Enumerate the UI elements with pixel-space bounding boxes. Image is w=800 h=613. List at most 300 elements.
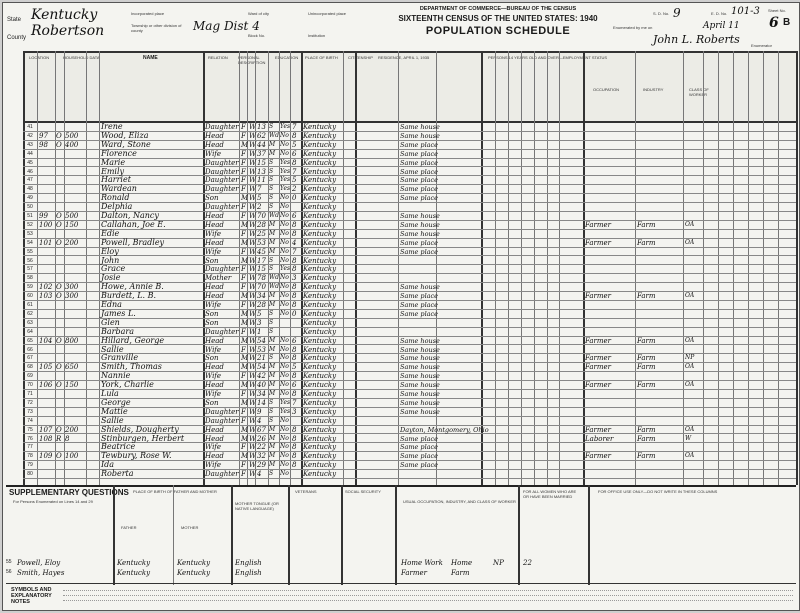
cell-residence: Same house bbox=[400, 372, 440, 381]
cell-name: Lula bbox=[101, 389, 119, 398]
footer-divider bbox=[6, 583, 796, 584]
cell-race: W bbox=[249, 381, 257, 390]
cell-owned: O bbox=[56, 140, 62, 149]
cell-name: Smith, Thomas bbox=[101, 362, 162, 372]
cell-name: Irene bbox=[101, 122, 123, 131]
supplementary-title: SUPPLEMENTARY QUESTIONS bbox=[9, 488, 129, 497]
cell-grade: 0 bbox=[292, 309, 297, 318]
cell-line: 52 bbox=[27, 221, 33, 228]
cell-age: 3 bbox=[257, 318, 262, 327]
cell-sex: F bbox=[241, 327, 246, 336]
supp-father-label: FATHER bbox=[121, 525, 137, 530]
supp-cell-name: Smith, Hayes bbox=[17, 569, 65, 577]
cell-school: No bbox=[280, 309, 289, 317]
table-row bbox=[3, 310, 799, 319]
cell-race: W bbox=[249, 398, 257, 407]
cell-residence: Dayton, Montgomery, Ohio bbox=[400, 425, 489, 434]
cell-marital: S bbox=[269, 123, 274, 130]
cell-marital: S bbox=[269, 309, 274, 317]
table-row bbox=[3, 150, 799, 159]
table-row bbox=[3, 159, 799, 168]
cell-line: 48 bbox=[27, 186, 33, 193]
cell-birthplace: Kentucky bbox=[303, 443, 337, 452]
cell-line: 71 bbox=[27, 391, 33, 397]
cell-marital: M bbox=[269, 238, 276, 246]
cell-age: 67 bbox=[257, 425, 266, 434]
cell-race: W bbox=[249, 372, 257, 381]
cell-house: 104 bbox=[39, 336, 53, 345]
cell-grade: 8 bbox=[292, 292, 297, 301]
cell-birthplace: Kentucky bbox=[303, 327, 337, 336]
cell-name: Howe, Annie B. bbox=[101, 282, 164, 292]
sheet-value: 6 bbox=[769, 15, 779, 31]
cell-marital: M bbox=[269, 301, 276, 308]
state-value: Kentucky bbox=[31, 7, 98, 23]
cell-birthplace: Kentucky bbox=[303, 372, 337, 381]
supplementary-row bbox=[3, 559, 799, 568]
cell-sex: M bbox=[241, 363, 249, 372]
cell-age: 4 bbox=[257, 416, 262, 425]
cell-school: No bbox=[280, 247, 289, 255]
cell-age: 26 bbox=[257, 434, 266, 443]
cell-race: W bbox=[249, 336, 257, 345]
cell-marital: S bbox=[269, 398, 274, 406]
cell-house: 105 bbox=[39, 363, 53, 372]
cell-marital: S bbox=[269, 354, 274, 362]
cell-birthplace: Kentucky bbox=[303, 309, 337, 318]
cell-age: 29 bbox=[257, 461, 266, 470]
cell-race: W bbox=[249, 425, 257, 434]
cell-marital: M bbox=[269, 140, 276, 148]
cell-name: Glen bbox=[101, 317, 120, 327]
cell-industry: Farm bbox=[637, 238, 656, 247]
cell-race: W bbox=[249, 354, 257, 363]
ed-label: E. D. No. bbox=[711, 11, 728, 16]
schedule-title: POPULATION SCHEDULE bbox=[425, 25, 571, 37]
footer-symbols: SYMBOLS AND EXPLANATORY NOTES bbox=[11, 587, 52, 605]
cell-name: Dalton, Nancy bbox=[101, 211, 159, 220]
cell-race: W bbox=[249, 301, 257, 309]
cell-age: 54 bbox=[257, 363, 266, 372]
cell-age: 13 bbox=[257, 123, 266, 131]
cell-age: 25 bbox=[257, 229, 266, 238]
cell-school: No bbox=[280, 425, 289, 433]
cell-race: W bbox=[249, 416, 257, 425]
group-class: CLASS OF WORKER bbox=[689, 87, 709, 97]
cell-grade: 8 bbox=[292, 220, 297, 229]
cell-occupation: Farmer bbox=[585, 381, 612, 390]
cell-age: 17 bbox=[257, 256, 266, 265]
table-row bbox=[3, 248, 799, 257]
cell-grade: 8 bbox=[292, 265, 297, 274]
cell-occupation: Farmer bbox=[585, 292, 612, 301]
cell-school: Yes bbox=[280, 167, 291, 175]
cell-marital: M bbox=[269, 220, 276, 228]
cell-name: James L. bbox=[101, 308, 136, 318]
cell-marital: M bbox=[269, 149, 276, 157]
cell-school: No bbox=[280, 452, 289, 460]
cell-relation: Head bbox=[205, 220, 224, 229]
cell-occupation: Farmer bbox=[585, 452, 612, 461]
cell-residence: Same house bbox=[400, 336, 440, 345]
cell-residence: Same place bbox=[400, 176, 439, 185]
cell-relation: Head bbox=[205, 434, 224, 443]
census-sheet bbox=[2, 2, 800, 611]
cell-sex: M bbox=[241, 256, 249, 265]
cell-name: Harriet bbox=[101, 175, 131, 185]
cell-grade: 8 bbox=[292, 354, 297, 363]
cell-relation: Head bbox=[205, 425, 224, 434]
group-location: LOCATION bbox=[29, 55, 50, 60]
group-education: EDUCATION bbox=[275, 55, 299, 60]
cell-sex: M bbox=[241, 452, 249, 461]
cell-residence: Same house bbox=[400, 398, 440, 407]
cell-race: W bbox=[249, 256, 257, 265]
cell-grade: 3 bbox=[292, 407, 297, 416]
cell-birthplace: Kentucky bbox=[303, 229, 337, 238]
cell-sex: M bbox=[241, 381, 249, 390]
supp-women-heading: FOR ALL WOMEN WHO ARE OR HAVE BEEN MARRIED bbox=[523, 489, 577, 499]
cell-sex: M bbox=[241, 398, 249, 407]
cell-race: W bbox=[249, 283, 257, 292]
cell-sex: F bbox=[241, 443, 246, 452]
cell-race: W bbox=[249, 123, 257, 131]
cell-residence: Same place bbox=[400, 185, 439, 194]
cell-grade: 5 bbox=[292, 140, 297, 149]
cell-residence: Same place bbox=[400, 443, 439, 452]
group-household: HOUSEHOLD DATA bbox=[63, 55, 100, 60]
cell-relation: Wife bbox=[205, 372, 222, 381]
cell-age: 62 bbox=[257, 131, 266, 140]
cell-name: Ronald bbox=[101, 193, 130, 203]
cell-name: Marie bbox=[101, 157, 126, 167]
cell-sex: F bbox=[241, 283, 246, 292]
cell-house: 99 bbox=[39, 212, 48, 220]
cell-birthplace: Kentucky bbox=[303, 123, 337, 131]
cell-sex: M bbox=[241, 309, 249, 318]
cell-marital: M bbox=[269, 292, 276, 300]
cell-name: Shields, Dougherty bbox=[101, 424, 179, 434]
cell-school: Yes bbox=[280, 185, 291, 193]
cell-name: Roberta bbox=[101, 469, 134, 479]
cell-relation: Son bbox=[205, 354, 219, 363]
cell-name: Beatrice bbox=[101, 442, 136, 452]
cell-school: No bbox=[280, 443, 289, 451]
cell-line: 59 bbox=[27, 284, 33, 291]
sheet-label: Sheet No. bbox=[768, 8, 786, 13]
cell-line: 72 bbox=[27, 399, 33, 406]
supp-birth-heading: PLACE OF BIRTH OF FATHER AND MOTHER bbox=[133, 489, 217, 494]
cell-age: 32 bbox=[257, 452, 266, 461]
cell-race: W bbox=[249, 212, 257, 220]
cell-house: 108 bbox=[39, 434, 53, 443]
cell-race: W bbox=[249, 185, 257, 194]
cell-relation: Head bbox=[205, 283, 224, 292]
table-row bbox=[3, 452, 799, 461]
cell-school: Yes bbox=[280, 158, 291, 166]
sheet-side: B bbox=[783, 17, 791, 28]
cell-race: W bbox=[249, 318, 257, 327]
supp-cell-occupation: Farmer bbox=[401, 569, 428, 577]
cell-birthplace: Kentucky bbox=[303, 381, 337, 390]
cell-line: 46 bbox=[27, 168, 33, 175]
cell-school: No bbox=[280, 140, 289, 148]
cell-sex: F bbox=[241, 407, 246, 416]
cell-sex: M bbox=[241, 318, 249, 327]
cell-school: No bbox=[280, 131, 289, 139]
institution-label: Institution bbox=[308, 33, 326, 38]
cell-owned: O bbox=[56, 131, 62, 140]
cell-relation: Head bbox=[205, 131, 224, 140]
cell-industry: Farm bbox=[637, 354, 656, 363]
cell-sex: F bbox=[241, 131, 246, 140]
cell-residence: Same house bbox=[400, 345, 440, 354]
cell-occupation: Farmer bbox=[585, 238, 612, 247]
cell-grade: 8 bbox=[292, 390, 297, 398]
cell-school: No bbox=[280, 203, 289, 211]
cell-race: W bbox=[249, 229, 257, 238]
table-row bbox=[3, 470, 799, 479]
cell-sex: M bbox=[241, 354, 249, 363]
cell-birthplace: Kentucky bbox=[303, 452, 337, 461]
cell-race: W bbox=[249, 265, 257, 274]
cell-industry: Farm bbox=[637, 434, 656, 443]
cell-sex: M bbox=[241, 434, 249, 443]
cell-school: No bbox=[280, 461, 289, 469]
cell-sex: F bbox=[241, 274, 246, 283]
supplementary-divider bbox=[6, 485, 796, 487]
cell-grade: 7 bbox=[292, 398, 297, 407]
cell-value: 150 bbox=[65, 220, 79, 229]
cell-sex: F bbox=[241, 265, 246, 274]
cell-relation: Head bbox=[205, 336, 224, 345]
cell-relation: Head bbox=[205, 238, 224, 247]
supp-office-use: FOR OFFICE USE ONLY—DO NOT WRITE IN THESE COLUMNS bbox=[598, 489, 718, 494]
cell-relation: Wife bbox=[205, 301, 222, 309]
cell-age: 9 bbox=[257, 407, 262, 416]
cell-name: Nannie bbox=[101, 371, 131, 381]
cell-residence: Same place bbox=[400, 194, 439, 203]
group-occupation: OCCUPATION bbox=[593, 87, 620, 92]
cell-age: 53 bbox=[257, 238, 266, 247]
cell-age: 15 bbox=[257, 158, 266, 167]
cell-line: 50 bbox=[27, 204, 33, 211]
cell-age: 78 bbox=[257, 274, 266, 283]
group-birthplace: PLACE OF BIRTH bbox=[305, 55, 338, 60]
cell-grade: 8 bbox=[292, 229, 297, 238]
cell-residence: Same place bbox=[400, 461, 439, 470]
cell-class: OA bbox=[685, 336, 695, 344]
cell-age: 11 bbox=[257, 176, 266, 185]
cell-age: 42 bbox=[257, 372, 266, 381]
cell-name: Powell, Bradley bbox=[101, 237, 165, 247]
cell-residence: Same house bbox=[400, 363, 440, 372]
cell-school: Yes bbox=[280, 407, 291, 415]
cell-birthplace: Kentucky bbox=[303, 158, 337, 167]
cell-marital: Wd bbox=[269, 212, 280, 219]
cell-birthplace: Kentucky bbox=[303, 203, 337, 212]
cell-industry: Farm bbox=[637, 452, 656, 461]
cell-birthplace: Kentucky bbox=[303, 336, 337, 345]
cell-age: 53 bbox=[257, 345, 266, 354]
cell-relation: Daughter bbox=[205, 176, 239, 185]
cell-occupation: Farmer bbox=[585, 425, 612, 434]
cell-marital: M bbox=[269, 336, 276, 344]
cell-race: W bbox=[249, 470, 257, 479]
cell-line: 43 bbox=[27, 141, 33, 148]
cell-birthplace: Kentucky bbox=[303, 149, 337, 158]
cell-relation: Wife bbox=[205, 149, 222, 158]
cell-relation: Wife bbox=[205, 345, 222, 354]
cell-age: 54 bbox=[257, 336, 266, 345]
table-row bbox=[3, 426, 799, 435]
supp-social-security-heading: SOCIAL SECURITY bbox=[345, 489, 381, 494]
cell-sex: F bbox=[241, 185, 246, 194]
census-title: SIXTEENTH CENSUS OF THE UNITED STATES: 1940 bbox=[398, 14, 598, 23]
cell-residence: Same place bbox=[400, 158, 439, 167]
cell-birthplace: Kentucky bbox=[303, 194, 337, 203]
supp-cell-line: 55 bbox=[6, 559, 12, 565]
cell-class: OA bbox=[685, 220, 695, 228]
group-employment: PERSONS 14 YEARS OLD AND OVER—EMPLOYMENT STATUS bbox=[488, 55, 608, 60]
cell-sex: F bbox=[241, 158, 246, 167]
cell-school: No bbox=[280, 283, 289, 291]
cell-sex: M bbox=[241, 194, 249, 203]
cell-school: No bbox=[280, 470, 289, 478]
cell-grade: 7 bbox=[292, 123, 297, 131]
cell-marital: S bbox=[269, 256, 274, 264]
cell-marital: M bbox=[269, 372, 276, 380]
cell-school: Yes bbox=[280, 265, 291, 273]
cell-birthplace: Kentucky bbox=[303, 265, 337, 274]
cell-marital: S bbox=[269, 185, 274, 193]
cell-residence: Same house bbox=[400, 229, 440, 238]
cell-line: 63 bbox=[27, 319, 33, 326]
cell-birthplace: Kentucky bbox=[303, 185, 337, 194]
supp-cell-industry: Home bbox=[451, 559, 473, 567]
cell-school: No bbox=[280, 416, 289, 424]
township-label: Township or other division of county bbox=[131, 23, 182, 33]
cell-value: 400 bbox=[65, 140, 79, 149]
cell-marital: S bbox=[269, 318, 274, 326]
cell-birthplace: Kentucky bbox=[303, 461, 337, 470]
cell-school: Yes bbox=[280, 398, 291, 406]
cell-birthplace: Kentucky bbox=[303, 354, 337, 363]
cell-marital: S bbox=[269, 194, 274, 202]
cell-marital: M bbox=[269, 434, 276, 442]
supp-cell-class: NP bbox=[493, 559, 504, 567]
cell-value: 200 bbox=[65, 425, 79, 434]
cell-residence: Same place bbox=[400, 301, 439, 309]
cell-race: W bbox=[249, 407, 257, 416]
cell-industry: Farm bbox=[637, 363, 656, 372]
cell-line: 49 bbox=[27, 195, 33, 202]
cell-school: No bbox=[280, 363, 289, 371]
cell-residence: Same place bbox=[400, 140, 439, 149]
cell-residence: Same house bbox=[400, 131, 440, 140]
footer-notes-text bbox=[63, 586, 793, 608]
cell-relation: Wife bbox=[205, 229, 222, 238]
cell-age: 7 bbox=[257, 185, 262, 194]
cell-birthplace: Kentucky bbox=[303, 292, 337, 301]
cell-age: 14 bbox=[257, 398, 266, 407]
cell-relation: Wife bbox=[205, 461, 222, 470]
cell-birthplace: Kentucky bbox=[303, 167, 337, 176]
cell-house: 97 bbox=[39, 131, 48, 140]
cell-race: W bbox=[249, 131, 257, 140]
cell-house: 102 bbox=[39, 283, 53, 292]
cell-owned: O bbox=[56, 336, 62, 345]
cell-line: 47 bbox=[27, 177, 33, 184]
cell-owned: O bbox=[56, 381, 62, 390]
cell-relation: Daughter bbox=[205, 123, 239, 131]
cell-age: 2 bbox=[257, 203, 262, 212]
cell-residence: Same place bbox=[400, 238, 439, 247]
cell-race: W bbox=[249, 158, 257, 167]
group-relation: RELATION bbox=[208, 55, 228, 60]
supp-cell-marriage_age: 22 bbox=[523, 559, 532, 567]
cell-residence: Same place bbox=[400, 434, 439, 443]
cell-sex: M bbox=[241, 140, 249, 149]
cell-residence: Same house bbox=[400, 407, 440, 416]
cell-class: NP bbox=[685, 354, 695, 362]
cell-birthplace: Kentucky bbox=[303, 398, 337, 407]
cell-marital: S bbox=[269, 158, 274, 166]
cell-owned: O bbox=[56, 452, 62, 461]
supplementary-subtitle: For Persons Enumerated on Lines 14 and 29 bbox=[13, 499, 93, 504]
cell-age: 4 bbox=[257, 470, 262, 479]
cell-sex: M bbox=[241, 292, 249, 301]
ward-label: Ward of city bbox=[248, 11, 269, 16]
cell-value: 500 bbox=[65, 212, 79, 220]
cell-school: No bbox=[280, 149, 289, 157]
cell-line: 41 bbox=[27, 124, 33, 130]
cell-house: 103 bbox=[39, 292, 53, 301]
cell-race: W bbox=[249, 220, 257, 229]
cell-marital: M bbox=[269, 452, 276, 460]
supp-veterans-heading: VETERANS bbox=[295, 489, 317, 494]
county-value: Robertson bbox=[31, 23, 105, 39]
cell-marital: S bbox=[269, 265, 274, 273]
cell-grade: 8 bbox=[292, 158, 297, 167]
table-row bbox=[3, 337, 799, 346]
cell-sex: F bbox=[241, 229, 246, 238]
cell-line: 54 bbox=[27, 239, 33, 246]
cell-residence: Same house bbox=[400, 283, 440, 292]
cell-relation: Daughter bbox=[205, 416, 239, 425]
cell-race: W bbox=[249, 461, 257, 470]
cell-name: Wood, Eliza bbox=[101, 130, 149, 140]
cell-grade: 8 bbox=[292, 131, 297, 140]
cell-grade: 8 bbox=[292, 345, 297, 354]
cell-industry: Farm bbox=[637, 425, 656, 434]
supplementary-row bbox=[3, 569, 799, 578]
cell-class: OA bbox=[685, 425, 695, 433]
cell-school: No bbox=[280, 345, 289, 353]
cell-residence: Same house bbox=[400, 390, 440, 398]
enumerated-label: Enumerated by me on bbox=[613, 25, 653, 30]
cell-sex: F bbox=[241, 372, 246, 381]
cell-birthplace: Kentucky bbox=[303, 256, 337, 265]
cell-birthplace: Kentucky bbox=[303, 434, 337, 443]
cell-name: Florence bbox=[101, 148, 137, 158]
cell-grade: 3 bbox=[292, 274, 297, 283]
cell-residence: Same place bbox=[400, 247, 439, 256]
cell-relation: Head bbox=[205, 292, 224, 301]
cell-race: W bbox=[249, 345, 257, 354]
cell-occupation: Farmer bbox=[585, 336, 612, 345]
sd-label: S. D. No. bbox=[653, 11, 670, 16]
